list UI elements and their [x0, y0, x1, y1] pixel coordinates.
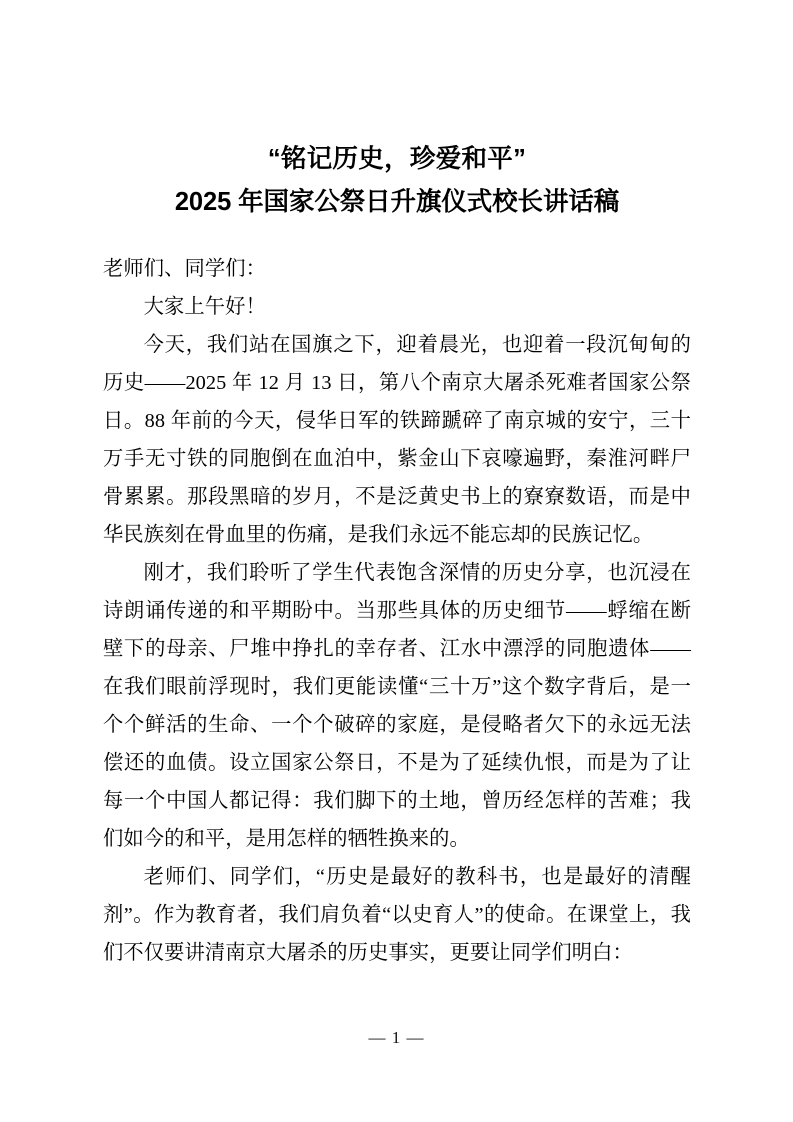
- document-body: [103, 250, 691, 972]
- page-number-footer: — 1 —: [368, 1028, 425, 1047]
- paragraph-2: 刚才，我们聆听了学生代表饱含深情的历史分享，也沉浸在诗朗诵传递的和平期盼中。当那些具体的历史细节——蜉缩在断壁下的母亲、尸堆中挣扎的幸存者、江水中漂浮的同胞遗体——在我们眼前浮现时，我们更能读懂“三十万”这个数字背后，是一个个鲜活的生命、一个个破碎的家庭，是侵略者欠下的永远无法偿还的血债。设立国家公祭日，不是为了延续仇恨，而是为了让每一个中国人都记得：我们脚下的土地，曾历经怎样的苦难；我们如今的和平，是用怎样的牺牲换来的。: [103, 562, 691, 850]
- paragraph-1: 今天，我们站在国旗之下，迎着晨光，也迎着一段沉甸甸的历史——2025 年 12 月 13 日，第八个南京大屠杀死难者国家公祭日。88 年前的今天，侵华日军的铁蹄蹏碎了南京城的安宁，三十万手无寸铁的同胞倒在血泊中，紫金山下哀嚎遍野，秦淮河畔尸骨累累。那段黑暗的岁月，不是泛黄史书上的寮寮数语，而是中华民族刻在骨血里的伤痛，是我们永远不能忘却的民族记忆。: [103, 334, 691, 546]
- paragraph-greeting: 大家上午好！: [143, 296, 266, 318]
- page-content: [103, 0, 691, 972]
- title-line-2: 2025 年国家公祭日升旗仪式校长讲话稿: [174, 188, 620, 216]
- paragraph-3: 老师们、同学们，“历史是最好的教科书，也是最好的清醒剂”。作为教育者，我们肩负着“以史育人”的使命。在课堂上，我们不仅要讲清南京大屠杀的历史事实，更要让同学们明白：: [103, 866, 691, 964]
- page-title: [103, 0, 691, 224]
- paragraph-salutation: 老师们、同学们：: [103, 258, 267, 280]
- title-line-1: “铭记历史，珍爱和平”: [267, 145, 527, 173]
